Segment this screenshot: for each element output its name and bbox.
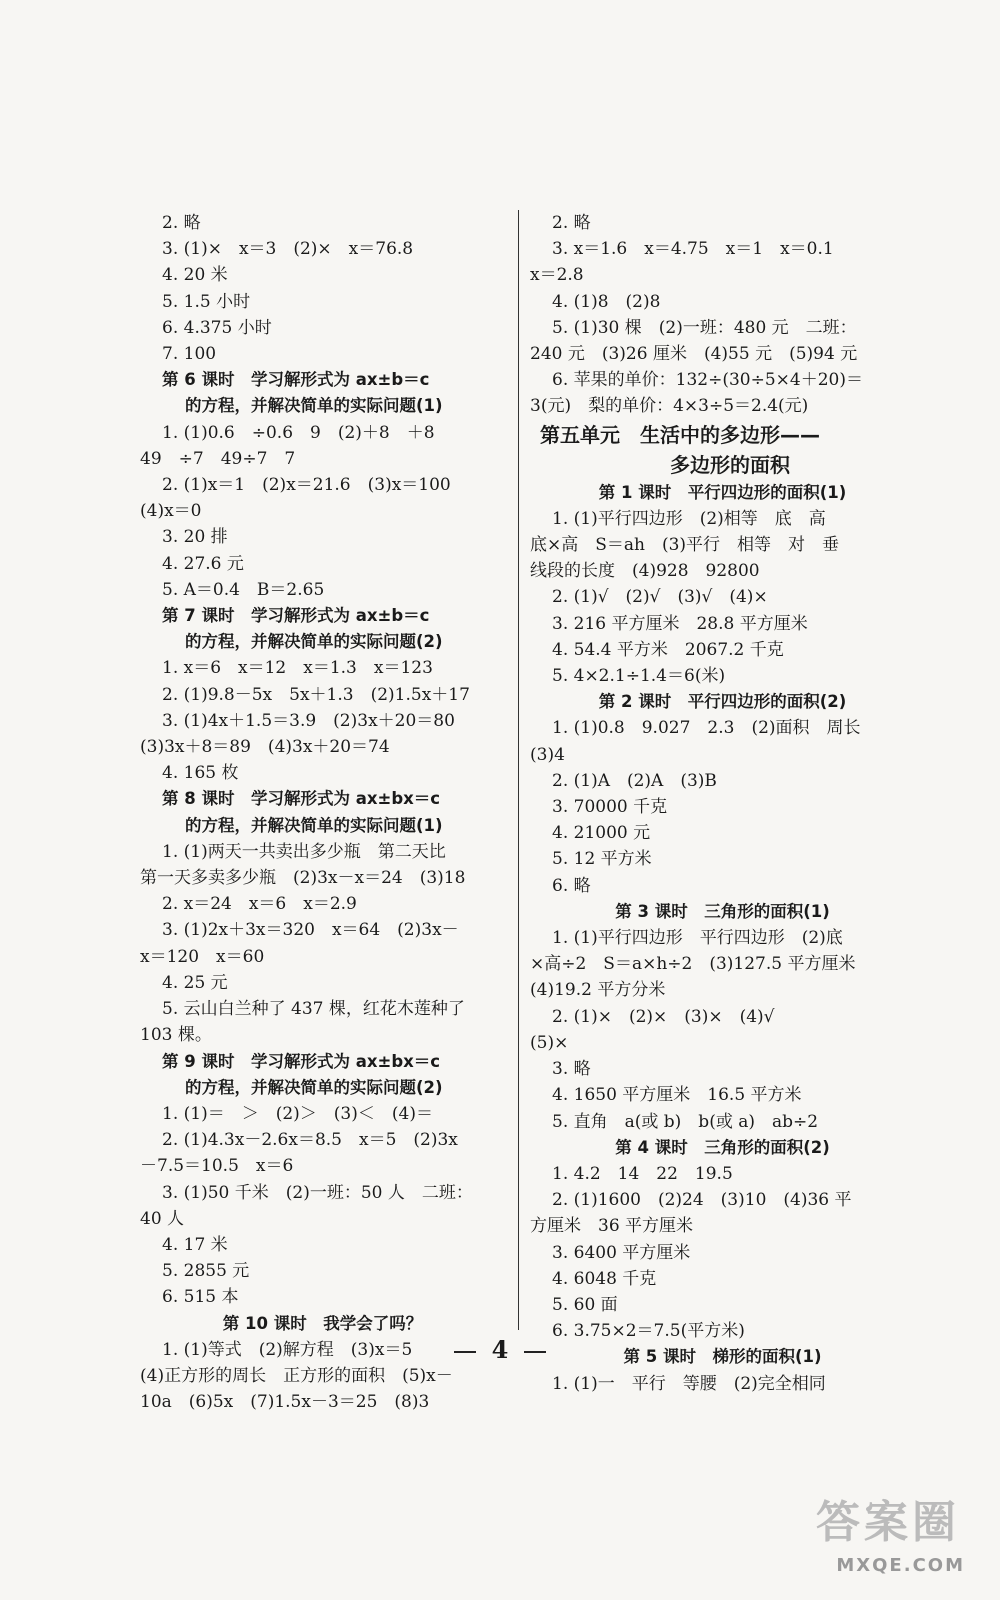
answer-line: 4. 6048 千克	[552, 1268, 657, 1289]
section-heading: 40 人	[140, 1208, 185, 1229]
answer-line: 3. 20 排	[162, 527, 228, 548]
dash-right	[524, 1351, 546, 1353]
answer-line: 5. A＝0.4 B＝2.65	[162, 579, 325, 600]
answer-line: 5. 直角 a(或 b) b(或 a) ab÷2	[552, 1111, 819, 1132]
answer-line: 2. (1)√ (2)√ (3)√ (4)×	[552, 587, 768, 608]
answer-line: 1. (1)平行四边形 平行四边形 (2)底	[552, 928, 843, 949]
answer-line: 4. 21000 元	[552, 823, 651, 844]
answer-line: 1. (1)平行四边形 (2)相等 底 高	[552, 508, 826, 529]
answer-line: 3. 70000 千克	[552, 797, 668, 818]
section-heading: (4)x＝0	[140, 501, 202, 522]
answer-line: 3. (1)× x＝3 (2)× x＝76.8	[162, 239, 414, 260]
section-heading: 第一天多卖多少瓶 (2)3x－x＝24 (3)18	[140, 868, 466, 889]
section-heading: 方厘米 36 平方厘米	[530, 1216, 694, 1237]
answer-line: 2. (1)4.3x－2.6x＝8.5 x＝5 (2)3x	[162, 1130, 458, 1151]
answer-line: 2. x＝24 x＝6 x＝2.9	[162, 894, 357, 915]
answer-line: 5. (1)30 棵 (2)一班：480 元 二班：	[552, 317, 857, 338]
section-heading: 第 1 课时 平行四边形的面积(1)	[598, 482, 847, 502]
section-heading: 第 10 课时 我学会了吗？	[222, 1313, 423, 1333]
section-heading: (3)3x＋8＝89 (4)3x＋20＝74	[140, 737, 390, 758]
section-heading: 第 7 课时 学习解形式为 ax±b＝c	[162, 606, 430, 626]
answer-line: 4. 17 米	[162, 1234, 228, 1255]
section-heading: 第 8 课时 学习解形式为 ax±bx＝c	[162, 789, 441, 809]
section-heading: 的方程，并解决简单的实际问题(1)	[185, 396, 443, 416]
section-heading: 49 ÷7 49÷7 7	[140, 448, 296, 469]
section-heading: x＝120 x＝60	[140, 946, 265, 967]
answer-line: 2. (1)1600 (2)24 (3)10 (4)36 平	[552, 1190, 852, 1211]
answer-line: 4. 27.6 元	[162, 553, 244, 574]
answer-line: 6. 3.75×2＝7.5(平方米)	[552, 1321, 745, 1342]
section-heading: 第 3 课时 三角形的面积(1)	[615, 901, 830, 921]
dash-left	[454, 1351, 476, 1353]
answer-line: 1. (1)等式 (2)解方程 (3)x＝5	[162, 1339, 413, 1360]
watermark-logo: 答案圈	[816, 1497, 960, 1548]
answer-line: 2. (1)x＝1 (2)x＝21.6 (3)x＝100	[162, 475, 451, 496]
answer-line: 1. (1)0.8 9.027 2.3 (2)面积 周长	[552, 718, 861, 739]
answer-line: 5. 12 平方米	[552, 849, 652, 870]
answer-line: 3. (1)2x＋3x＝320 x＝64 (2)3x－	[162, 920, 459, 941]
answer-line: 6. 515 本	[162, 1287, 239, 1308]
answer-line: 3. 6400 平方厘米	[552, 1242, 691, 1263]
section-heading: 底×高 S＝ah (3)平行 相等 对 垂	[530, 535, 840, 556]
answer-line: 5. 2855 元	[162, 1261, 250, 1282]
answer-line: 1. (1)两天一共卖出多少瓶 第二天比	[162, 841, 446, 862]
answer-line: 5. 1.5 小时	[162, 291, 251, 312]
section-heading: (4)正方形的周长 正方形的面积 (5)x－	[140, 1365, 453, 1386]
answer-line: 1. (1)＝ ＞ (2)＞ (3)＜ (4)＝	[162, 1103, 433, 1124]
answer-line: 1. (1)一 平行 等腰 (2)完全相同	[552, 1373, 826, 1394]
section-heading: 240 元 (3)26 厘米 (4)55 元 (5)94 元	[530, 344, 858, 365]
answer-line: 3. (1)50 千米 (2)一班：50 人 二班：	[162, 1182, 473, 1203]
section-heading: 第 2 课时 平行四边形的面积(2)	[598, 692, 847, 712]
right-column	[530, 210, 915, 1397]
answer-line: 7. 100	[162, 344, 217, 365]
section-heading: －7.5＝10.5 x＝6	[140, 1156, 294, 1177]
answer-line: 3. 216 平方厘米 28.8 平方厘米	[552, 613, 808, 634]
answer-line: 4. 165 枚	[162, 763, 239, 784]
answer-line: 3. x＝1.6 x＝4.75 x＝1 x＝0.1	[552, 239, 834, 260]
answer-line: 2. 略	[552, 213, 591, 233]
section-heading: (3)4	[530, 744, 565, 765]
answer-line: 4. 54.4 平方米 2067.2 千克	[552, 639, 784, 660]
answer-line: 2. (1)× (2)× (3)× (4)√	[552, 1006, 775, 1027]
section-heading: 第 4 课时 三角形的面积(2)	[615, 1137, 830, 1157]
answer-line: 2. (1)9.8－5x 5x＋1.3 (2)1.5x＋17	[162, 684, 470, 705]
answer-line: 6. 苹果的单价：132÷(30÷5×4＋20)＝	[552, 370, 863, 391]
answer-line: 3. 略	[552, 1059, 591, 1080]
section-heading: (4)19.2 平方分米	[530, 980, 666, 1001]
page-number: 4	[491, 1335, 509, 1364]
section-heading: 的方程，并解决简单的实际问题(2)	[185, 632, 443, 652]
column-divider	[518, 210, 519, 1330]
answer-line: 4. 1650 平方厘米 16.5 平方米	[552, 1085, 802, 1106]
watermark-url: MXQE.COM	[836, 1555, 965, 1576]
answer-line: 1. 4.2 14 22 19.5	[552, 1163, 733, 1184]
section-heading: 103 棵。	[140, 1025, 212, 1046]
section-heading: 第 9 课时 学习解形式为 ax±bx＝c	[162, 1051, 441, 1071]
page-number-row	[0, 1335, 1000, 1364]
answer-line: 2. 略	[162, 213, 201, 233]
answer-line: 4. (1)8 (2)8	[552, 291, 661, 312]
section-heading: ×高÷2 S＝a×h÷2 (3)127.5 平方厘米	[530, 954, 856, 975]
answer-line: 1. (1)0.6 ÷0.6 9 (2)＋8 ＋8	[162, 422, 435, 443]
section-heading: 的方程，并解决简单的实际问题(2)	[185, 1077, 443, 1097]
left-column	[140, 210, 505, 1415]
answer-line: 5. 60 面	[552, 1294, 618, 1315]
answer-line: 6. 略	[552, 875, 591, 896]
answer-line: 4. 25 元	[162, 972, 228, 993]
answer-line: 3. (1)4x＋1.5＝3.9 (2)3x＋20＝80	[162, 710, 455, 731]
answer-line: 4. 20 米	[162, 265, 228, 286]
section-heading: x＝2.8	[530, 265, 584, 286]
section-heading: 多边形的面积	[670, 452, 790, 477]
section-heading: 线段的长度 (4)928 92800	[530, 561, 760, 582]
section-heading: 3(元) 梨的单价：4×3÷5＝2.4(元)	[530, 396, 809, 417]
section-heading: 第 6 课时 学习解形式为 ax±b＝c	[162, 370, 430, 390]
section-heading: 的方程，并解决简单的实际问题(1)	[185, 815, 443, 835]
answer-line: 2. (1)A (2)A (3)B	[552, 770, 717, 791]
answer-line: 1. x＝6 x＝12 x＝1.3 x＝123	[162, 658, 433, 679]
section-heading: 第 5 课时 梯形的面积(1)	[623, 1347, 822, 1367]
answer-line: 5. 云山白兰种了 437 棵，红花木莲种了	[162, 999, 465, 1020]
section-heading: (5)×	[530, 1032, 569, 1053]
section-heading: 10a (6)5x (7)1.5x－3＝25 (8)3	[140, 1392, 430, 1413]
section-heading: 第五单元 生活中的多边形——	[540, 422, 820, 447]
answer-line: 6. 4.375 小时	[162, 317, 272, 338]
answer-line: 5. 4×2.1÷1.4＝6(米)	[552, 666, 726, 687]
